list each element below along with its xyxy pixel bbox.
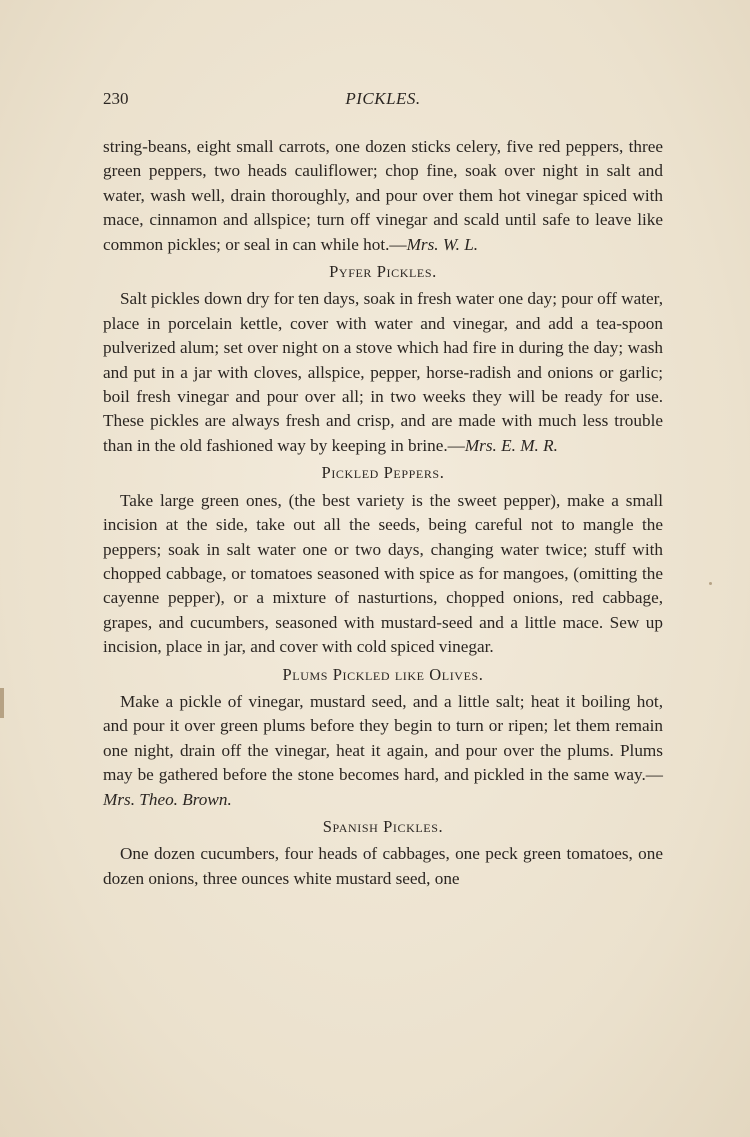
recipe-text: Salt pickles down dry for ten days, soak in fresh water one day; pour off water, place in porcelain kettle, cover with water and vinegar, and add a tea-spoon pulverized alum; set over night on a stove which had fire in during the day; wash and put in a jar with cloves, allspice, pepper, horse-radish and onions or garlic; boil fresh vinegar and pour over all; in two weeks they will be ready for use. These pickles are always fresh and crisp, and are made with much less trouble than in the old fashioned way by keeping in brine.— xyxy=(103,289,663,455)
page-body xyxy=(103,135,663,891)
recipe-paragraph xyxy=(103,489,663,660)
recipe-attribution: Mrs. W. L. xyxy=(406,234,479,254)
page-header xyxy=(103,89,663,115)
recipe-text: One dozen cucumbers, four heads of cabbages, one peck green tomatoes, one dozen onions, three ounces white mustard seed, one xyxy=(103,844,663,888)
recipe-text: string-beans, eight small carrots, one dozen sticks celery, five red peppers, three green peppers, two heads cauliflower; chop fine, soak over night in salt and water, wash well, drain thoroughly, and pour over them hot vinegar spiced with mace, cinnamon and allspice; turn off vinegar and scald until safe to leave like common pickles; or seal in can while hot.— xyxy=(103,137,663,254)
running-title: PICKLES. xyxy=(345,89,421,108)
recipe-text: Take large green ones, (the best variety is the sweet pepper), make a small incision at the side, take out all the seeds, being careful not to mangle the peppers; soak in salt water one or two days, changing water twice; stuff with chopped cabbage, or tomatoes seasoned with spice as for mangoes, (omitting the cayenne pepper), or a mixture of nasturtions, chopped onions, red cabbage, grapes, and cucumbers, seasoned with mustard-seed and a little mace. Sew up incision, place in jar, and cover with cold spiced vinegar. xyxy=(103,490,663,657)
recipe-attribution: Mrs. E. M. R. xyxy=(464,435,558,455)
recipe-heading: Plums Pickled like Olives. xyxy=(282,664,484,684)
paper-blemish xyxy=(709,582,712,585)
recipe-paragraph xyxy=(103,287,663,458)
recipe-paragraph xyxy=(103,842,663,891)
recipe-continuation xyxy=(103,135,663,257)
recipe-heading: Spanish Pickles. xyxy=(322,816,444,836)
recipe-heading: Pickled Peppers. xyxy=(321,463,445,483)
recipe-paragraph xyxy=(103,690,663,812)
page-number: 230 xyxy=(103,89,129,108)
recipe-text: Make a pickle of vinegar, mustard seed, and a little salt; heat it boiling hot, and pour it over green plums before they begin to turn or ripen; let them remain one night, drain off the vinegar, heat it again, and pour over the plums. Plums may be gathered before the stone becomes hard, and pickled in the same way.— xyxy=(103,691,663,785)
paper-blemish xyxy=(0,688,4,718)
recipe-attribution: Mrs. Theo. Brown. xyxy=(103,789,232,809)
recipe-heading: Pyfer Pickles. xyxy=(329,262,437,282)
